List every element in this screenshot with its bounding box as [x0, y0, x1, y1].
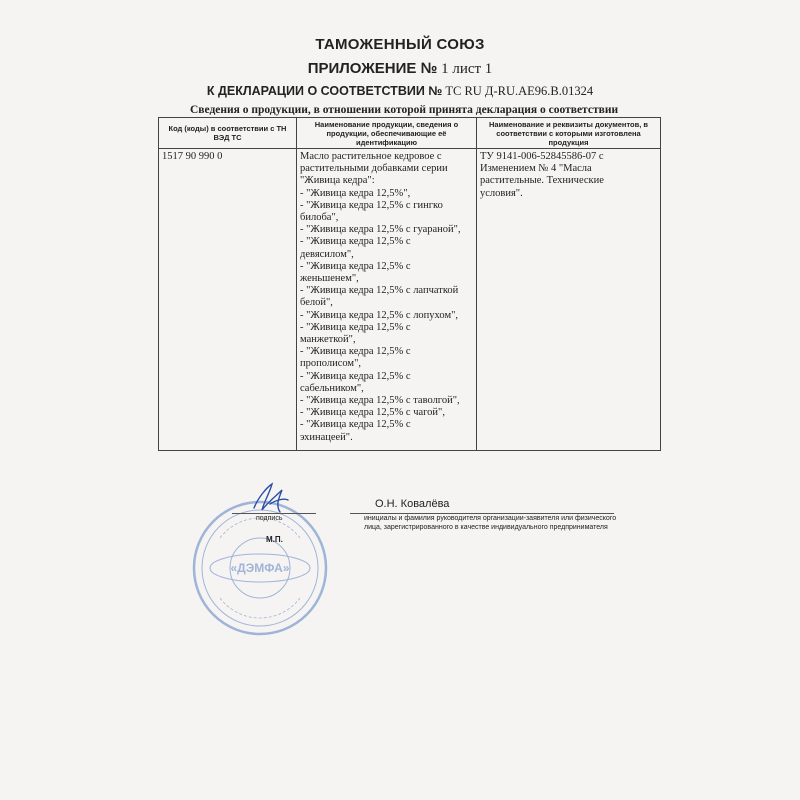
signer-caption: инициалы и фамилия руководителя организации-заявителя или физического лица, зарегистрированного в качестве индивидуального предпринимателя — [364, 515, 617, 531]
table-row — [159, 149, 661, 451]
document-line: условия". — [480, 187, 523, 199]
product-line: прополисом", — [300, 358, 361, 370]
product-line: - "Живица кедра 12,5% с — [300, 321, 411, 333]
signature-underline — [232, 513, 316, 514]
product-line: Масло растительное кедровое с — [300, 151, 442, 162]
signature-caption: подпись — [256, 515, 283, 522]
table-header-row — [159, 118, 661, 149]
product-line: - "Живица кедра 12,5% с — [300, 370, 411, 382]
product-line: манжеткой", — [300, 334, 356, 346]
declaration-number: ТС RU Д-RU.АЕ96.В.01324 — [442, 84, 594, 98]
product-line: - "Живица кедра 12,5% с — [300, 260, 411, 272]
product-line: - "Живица кедра 12,5% с гингко — [300, 199, 443, 211]
product-line: - "Живица кедра 12,5% с — [300, 346, 411, 358]
signer-name: О.Н. Ковалёва — [375, 498, 450, 510]
product-line: - "Живица кедра 12,5% с чагой", — [300, 407, 445, 419]
header-documents: Наименование и реквизиты документов, в соответствии с которыми изготовлена продукция — [477, 118, 661, 149]
product-line: девясилом", — [300, 248, 354, 260]
document-line: растительные. Технические — [480, 175, 604, 187]
document-line: ТУ 9141-006-52845586-07 с — [480, 151, 604, 162]
product-line: сабельником", — [300, 382, 364, 394]
document-line: Изменением № 4 "Масла — [480, 163, 592, 175]
seal-place-label: М.П. — [266, 535, 283, 544]
product-line: белой", — [300, 297, 333, 309]
declaration-label: К ДЕКЛАРАЦИИ О СООТВЕТСТВИИ № — [206, 84, 443, 98]
declaration-title — [0, 84, 800, 99]
union-title: ТАМОЖЕННЫЙ СОЮЗ — [315, 36, 485, 53]
signer-underline — [350, 513, 614, 514]
product-line: - "Живица кедра 12,5% с — [300, 419, 411, 431]
product-table — [158, 117, 661, 451]
product-cell — [297, 149, 477, 451]
product-line: билоба", — [300, 212, 339, 224]
product-line: "Живица кедра": — [300, 175, 375, 187]
header-code: Код (коды) в соответствии с ТН ВЭД ТС — [159, 118, 297, 149]
stamp-center-text: «ДЭМФА» — [230, 561, 290, 575]
product-line: - "Живица кедра 12,5% с таволгой", — [300, 395, 460, 407]
product-line: - "Живица кедра 12,5%", — [300, 187, 411, 199]
product-line: - "Живица кедра 12,5% с лопухом", — [300, 309, 459, 321]
product-line: - "Живица кедра 12,5% с лапчаткой — [300, 285, 459, 297]
signature-scribble — [248, 478, 292, 518]
product-line: - "Живица кедра 12,5% с — [300, 236, 411, 248]
appendix-sheet: 1 лист 1 — [437, 61, 493, 77]
appendix-label: ПРИЛОЖЕНИЕ № — [307, 60, 438, 77]
product-line: - "Живица кедра 12,5% с гуараной", — [300, 224, 461, 236]
code-cell: 1517 90 990 0 — [159, 149, 297, 451]
appendix-title — [0, 60, 800, 78]
documents-cell — [477, 149, 661, 451]
header-product: Наименование продукции, сведения о продукции, обеспечивающие её идентификацию — [297, 118, 477, 149]
product-line: женьшенем", — [300, 273, 359, 285]
product-info-title: Сведения о продукции, в отношении которой принята декларация о соответствии — [190, 104, 619, 116]
product-line: растительными добавками серии — [300, 163, 448, 175]
product-line: эхинацеей". — [300, 431, 353, 443]
